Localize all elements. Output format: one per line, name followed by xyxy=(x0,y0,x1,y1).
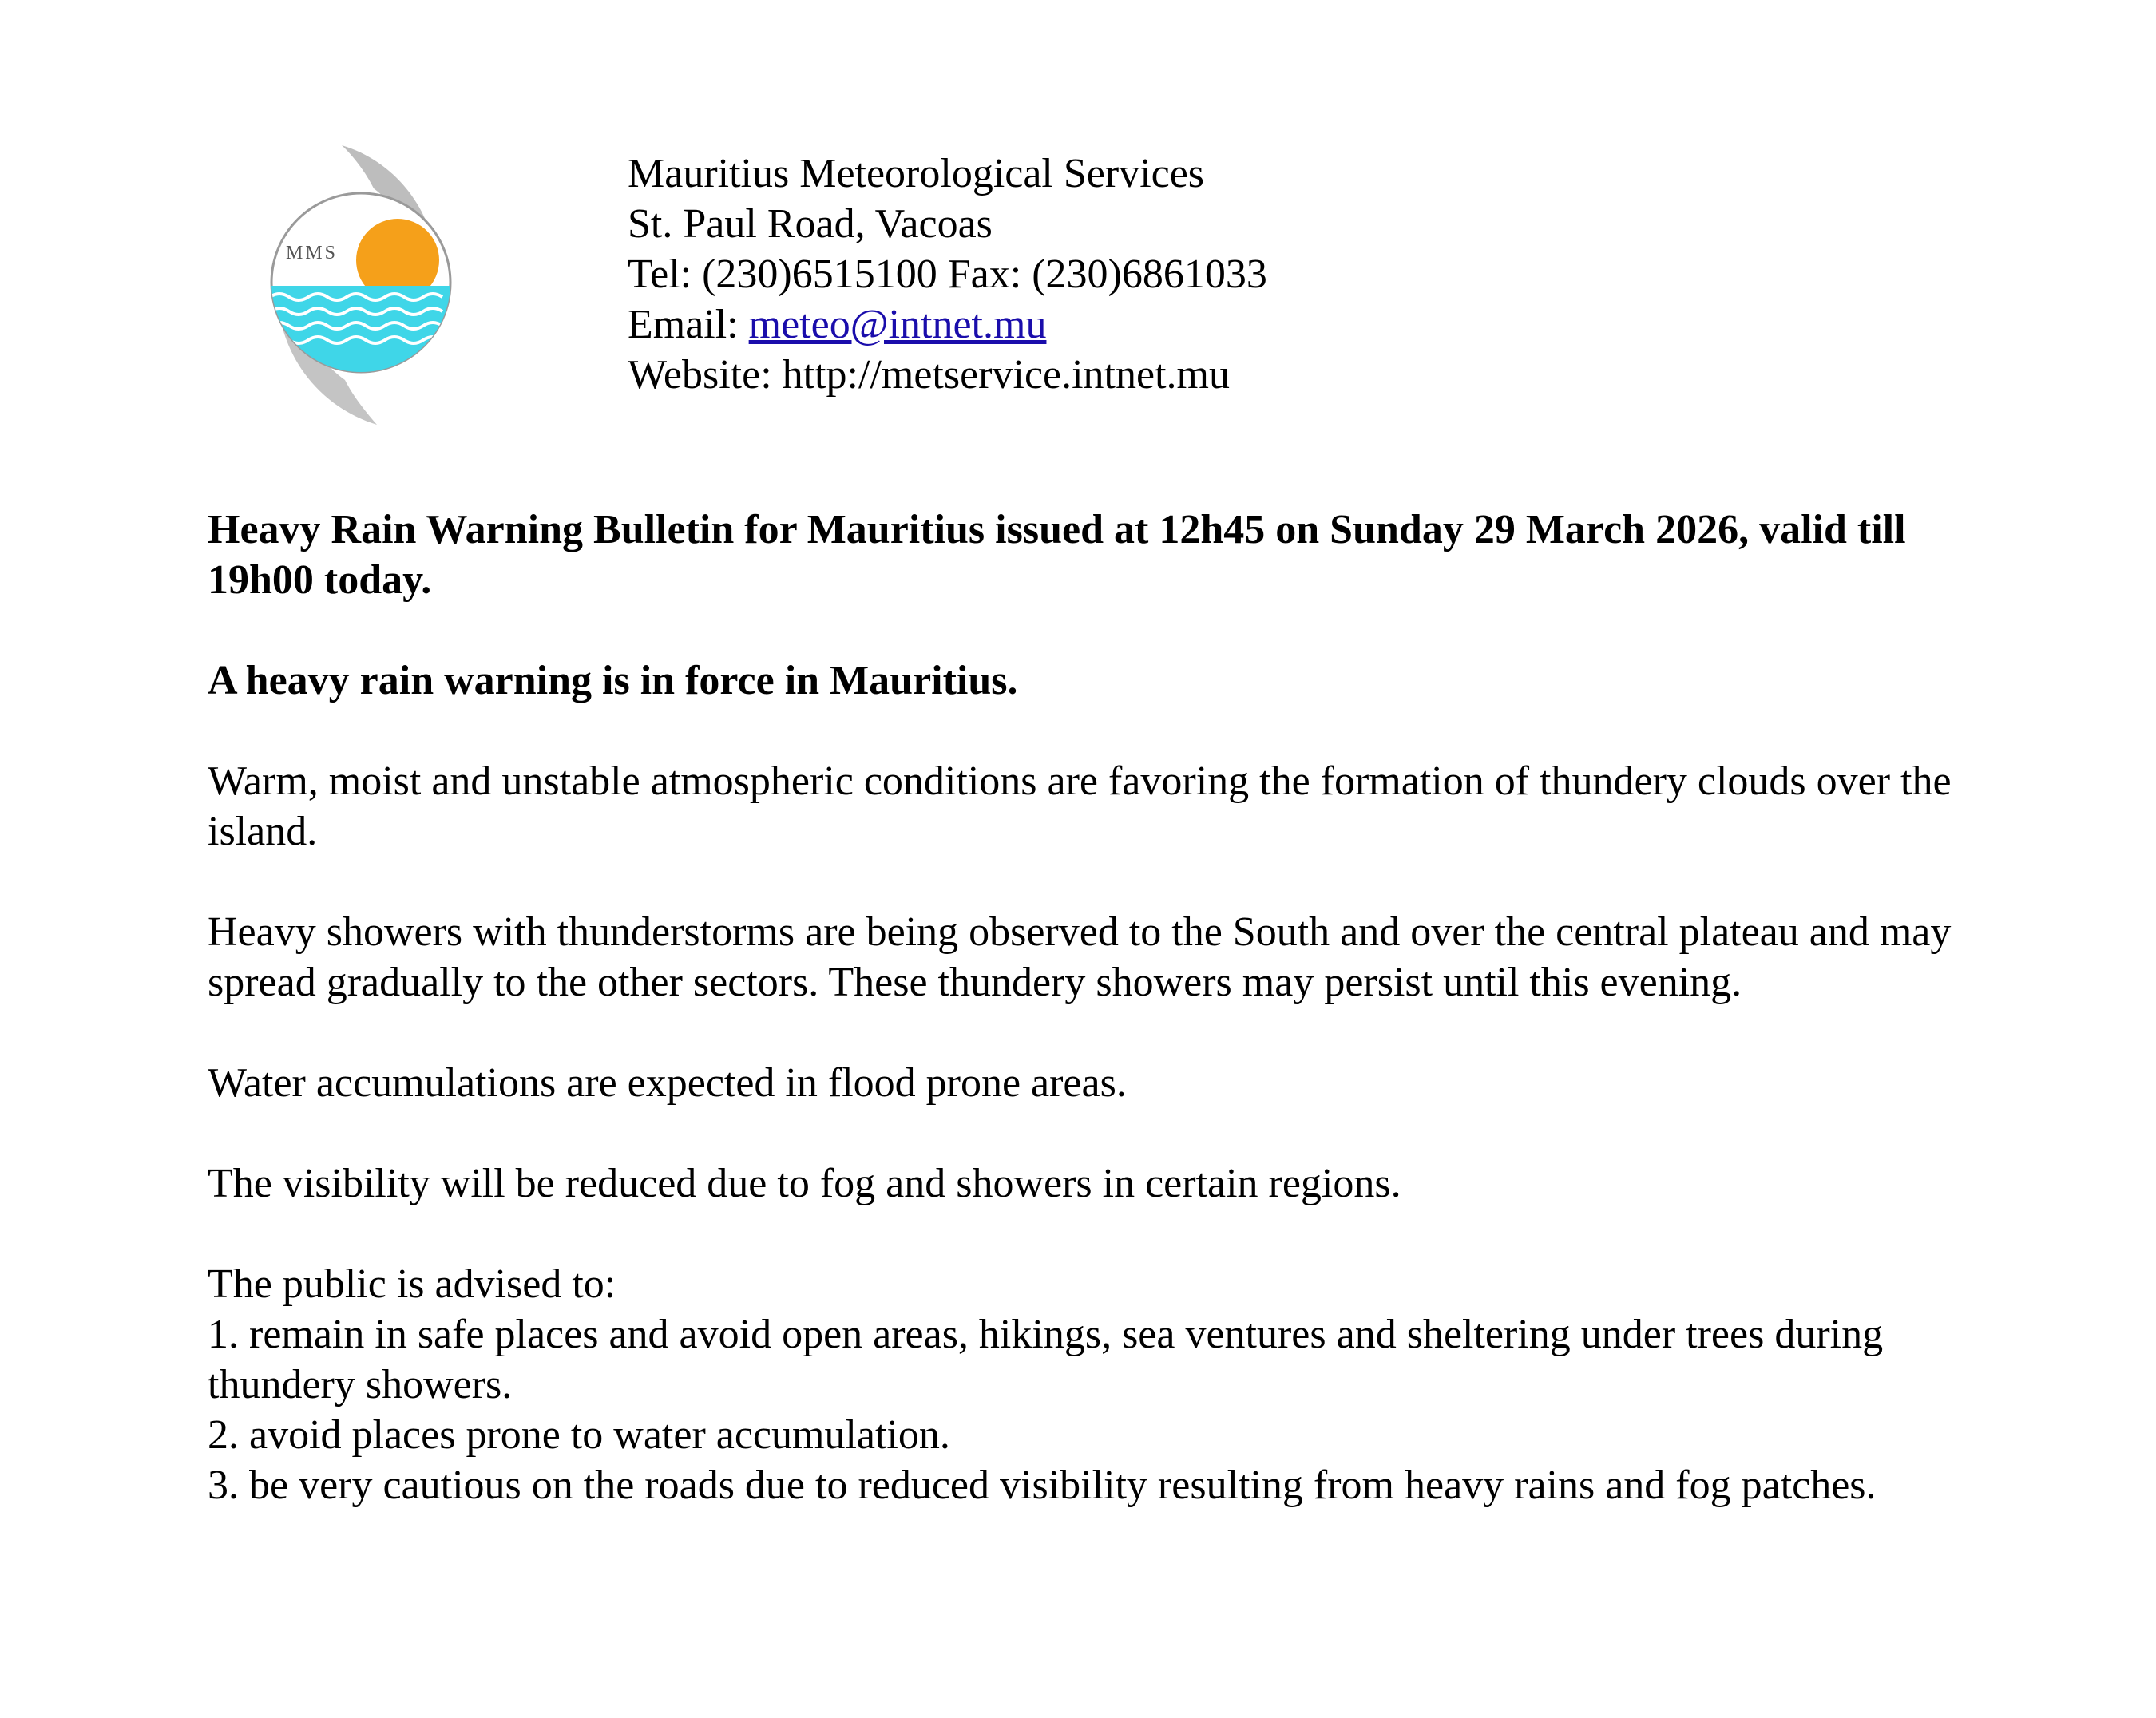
advice-item: 3. be very cautious on the roads due to reduced visibility resulting from heavy rains and fog patches. xyxy=(208,1463,1877,1508)
paragraph: Heavy showers with thunderstorms are being observed to the South and over the central plateau and may spread gradually to the other sectors. These thundery showers may persist until this evening. xyxy=(208,909,1952,1005)
paragraph: The visibility will be reduced due to fog and showers in certain regions. xyxy=(208,1161,1401,1206)
website: Website: http://metservice.intnet.mu xyxy=(628,352,1230,398)
organization-name: Mauritius Meteorological Services xyxy=(628,151,1205,196)
paragraph: Water accumulations are expected in flood prone areas. xyxy=(208,1060,1127,1106)
mms-logo-icon xyxy=(254,141,465,430)
address: St. Paul Road, Vacoas xyxy=(628,201,993,247)
email-line xyxy=(628,299,1267,350)
advice-item: 1. remain in safe places and avoid open areas, hikings, sea ventures and sheltering under trees during thundery showers. xyxy=(208,1312,1884,1407)
advice-item: 2. avoid places prone to water accumulation. xyxy=(208,1412,950,1458)
advice-intro: The public is advised to: xyxy=(208,1261,616,1307)
email-label: Email: xyxy=(628,302,749,347)
paragraph: Warm, moist and unstable atmospheric conditions are favoring the formation of thundery clouds over the island. xyxy=(208,758,1952,854)
bulletin-body xyxy=(208,505,1956,1510)
email-link[interactable]: meteo@intnet.mu xyxy=(748,302,1047,347)
tel-fax: Tel: (230)6515100 Fax: (230)6861033 xyxy=(628,251,1267,297)
letterhead xyxy=(628,148,1267,400)
logo-text: MMS xyxy=(286,243,339,263)
bulletin-title: Heavy Rain Warning Bulletin for Mauritius issued at 12h45 on Sunday 29 March 2026, valid till 19h00 today. xyxy=(208,507,1906,603)
bulletin-headline: A heavy rain warning is in force in Mauritius. xyxy=(208,658,1018,703)
mms-logo xyxy=(254,141,465,430)
